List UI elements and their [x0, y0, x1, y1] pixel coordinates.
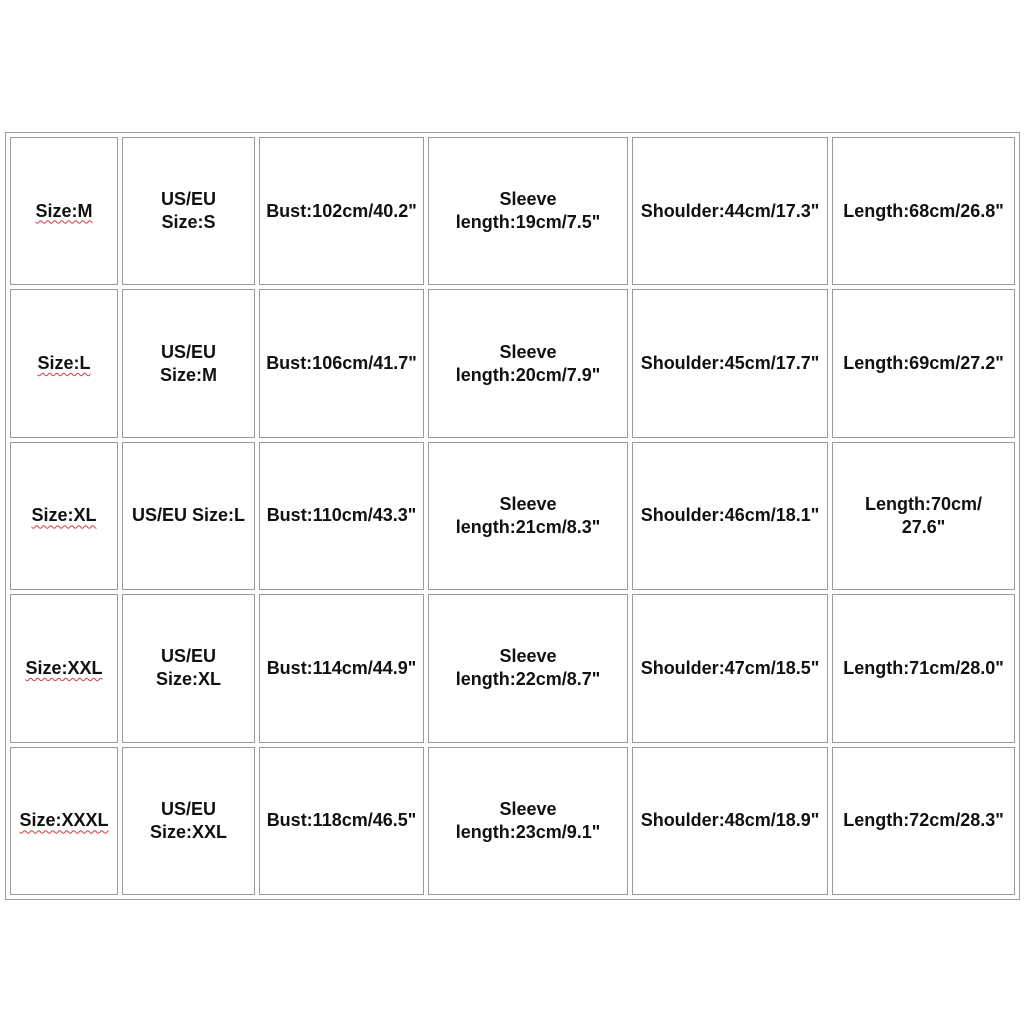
- sleeve-line: length:20cm/7.9": [455, 364, 601, 385]
- size-cell: [10, 137, 118, 285]
- size-label: Size:L: [37, 353, 91, 374]
- size-cell: [10, 289, 118, 437]
- length-cell: [832, 289, 1015, 437]
- table-row: [10, 137, 1015, 285]
- sleeve-line: length:21cm/8.3": [455, 516, 601, 537]
- bust-cell: [259, 747, 424, 895]
- us-eu-size-cell: [122, 442, 255, 590]
- us-eu-line: US/EU Size:L: [131, 505, 246, 526]
- length-line: Length:72cm/28.3": [843, 810, 1004, 831]
- shoulder-value: Shoulder:47cm/18.5": [640, 657, 820, 678]
- bust-cell: [259, 442, 424, 590]
- sleeve-line: Sleeve: [499, 189, 557, 210]
- bust-value: Bust:118cm/46.5": [266, 810, 417, 831]
- size-cell: [10, 747, 118, 895]
- us-eu-line: Size:XL: [155, 669, 221, 690]
- sleeve-line: Sleeve: [499, 646, 557, 667]
- length-cell: [832, 747, 1015, 895]
- size-cell: [10, 594, 118, 742]
- length-cell: [832, 442, 1015, 590]
- length-line: Length:69cm/27.2": [843, 353, 1004, 374]
- bust-value: Bust:114cm/44.9": [266, 657, 417, 678]
- us-eu-size-cell: [122, 594, 255, 742]
- size-label: Size:XXXL: [19, 810, 109, 831]
- sleeve-line: length:23cm/9.1": [455, 821, 601, 842]
- length-line: Length:70cm/: [864, 493, 983, 514]
- us-eu-line: Size:M: [159, 364, 217, 385]
- length-line: 27.6": [901, 516, 946, 537]
- sleeve-cell: [428, 747, 628, 895]
- size-label: Size:XXL: [25, 657, 103, 678]
- bust-value: Bust:102cm/40.2": [266, 200, 417, 221]
- size-chart-table: [5, 132, 1020, 900]
- shoulder-cell: [632, 594, 828, 742]
- bust-value: Bust:106cm/41.7": [266, 353, 417, 374]
- bust-cell: [259, 137, 424, 285]
- shoulder-cell: [632, 442, 828, 590]
- length-cell: [832, 137, 1015, 285]
- bust-cell: [259, 289, 424, 437]
- bust-value: Bust:110cm/43.3": [266, 505, 417, 526]
- us-eu-line: Size:S: [161, 212, 216, 233]
- shoulder-value: Shoulder:45cm/17.7": [640, 353, 820, 374]
- sleeve-line: Sleeve: [499, 341, 557, 362]
- shoulder-value: Shoulder:48cm/18.9": [640, 810, 820, 831]
- shoulder-cell: [632, 289, 828, 437]
- shoulder-value: Shoulder:44cm/17.3": [640, 200, 820, 221]
- size-label: Size:M: [35, 200, 93, 221]
- sleeve-line: length:22cm/8.7": [455, 669, 601, 690]
- table-row: [10, 442, 1015, 590]
- us-eu-size-cell: [122, 137, 255, 285]
- table-row: [10, 289, 1015, 437]
- us-eu-line: US/EU: [160, 798, 216, 819]
- us-eu-line: US/EU: [160, 646, 216, 667]
- us-eu-line: Size:XXL: [149, 821, 228, 842]
- length-line: Length:68cm/26.8": [843, 200, 1004, 221]
- sleeve-cell: [428, 594, 628, 742]
- length-line: Length:71cm/28.0": [843, 657, 1004, 678]
- shoulder-value: Shoulder:46cm/18.1": [640, 505, 820, 526]
- shoulder-cell: [632, 137, 828, 285]
- sleeve-line: Sleeve: [499, 493, 557, 514]
- shoulder-cell: [632, 747, 828, 895]
- size-cell: [10, 442, 118, 590]
- length-cell: [832, 594, 1015, 742]
- sleeve-line: length:19cm/7.5": [455, 212, 601, 233]
- bust-cell: [259, 594, 424, 742]
- sleeve-cell: [428, 137, 628, 285]
- sleeve-cell: [428, 442, 628, 590]
- table-row: [10, 747, 1015, 895]
- us-eu-line: US/EU: [160, 189, 216, 210]
- size-label: Size:XL: [31, 505, 97, 526]
- us-eu-line: US/EU: [160, 341, 216, 362]
- us-eu-size-cell: [122, 747, 255, 895]
- sleeve-cell: [428, 289, 628, 437]
- us-eu-size-cell: [122, 289, 255, 437]
- sleeve-line: Sleeve: [499, 798, 557, 819]
- table-row: [10, 594, 1015, 742]
